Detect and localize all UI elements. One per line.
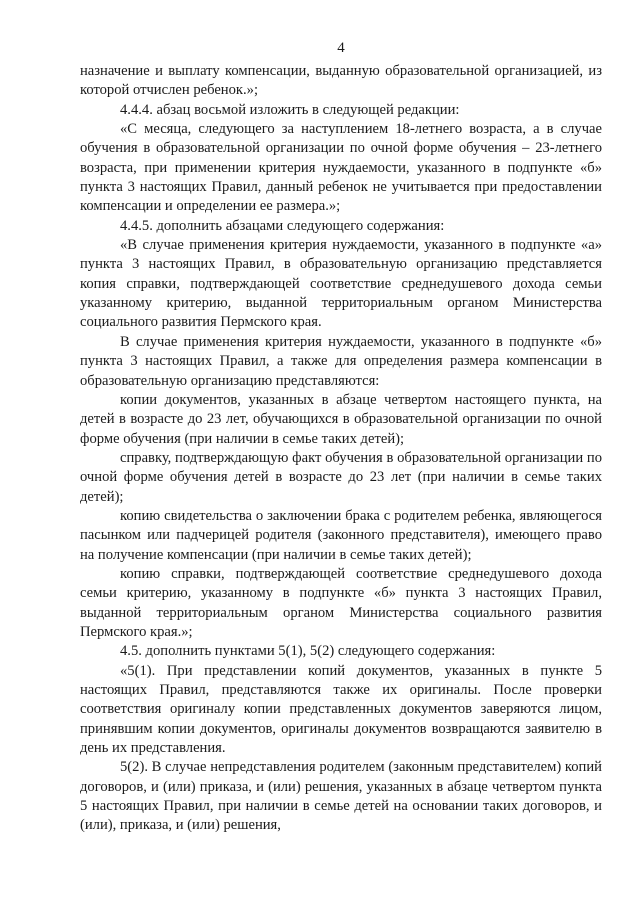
paragraph: назначение и выплату компенсации, выданную образовательной организацией, из которой отчислен ребенок.»; xyxy=(80,63,602,99)
paragraph: 4.4.5. дополнить абзацами следующего содержания: xyxy=(120,217,445,234)
page-number: 4 xyxy=(337,40,345,56)
paragraph: копии документов, указанных в абзаце четвертом настоящего пункта, на детей в возрасте до 23 лет, обучающихся в образовательной организации по очной форме обучения (при наличии в семье таких детей); xyxy=(80,391,602,447)
paragraph: 4.5. дополнить пунктами 5(1), 5(2) следующего содержания: xyxy=(120,643,496,660)
paragraph: копию свидетельства о заключении брака с родителем ребенка, являющегося пасынком или падчерицей родителя (законного представителя), имеющего право на получение компенсации (при наличии в семье таких детей); xyxy=(80,507,602,563)
document-body xyxy=(80,62,602,836)
paragraph: В случае применения критерия нуждаемости, указанного в подпункте «б» пункта 3 настоящих Правил, а также для определения размера компенсации в образовательную организацию представляются: xyxy=(80,333,602,389)
paragraph: «С месяца, следующего за наступлением 18-летнего возраста, а в случае обучения в образовательной организации по очной форме обучения – 23-летнего возраста, при применении критерия нуждаемости, указанного в подпункте «б» пункта 3 настоящих Правил, данный ребенок не учитывается при предоставлении компенсации и определении ее размера.»; xyxy=(80,121,602,215)
paragraph: «5(1). При представлении копий документов, указанных в пункте 5 настоящих Правил, представляются также их оригиналы. После проверки соответствия оригиналу копии представленных документов заверяются лицом, принявшим копии документов, оригиналы документов возвращаются заявителю в день их представления. xyxy=(80,662,602,757)
paragraph: «В случае применения критерия нуждаемости, указанного в подпункте «а» пункта 3 настоящих Правил, в образовательную организацию представляется копия справки, подтверждающей соответствие среднедушевого дохода семьи указанному критерию, выданной территориальным органом Министерства социального развития Пермского края. xyxy=(80,237,602,331)
paragraph: копию справки, подтверждающей соответствие среднедушевого дохода семьи критерию, указанному в подпункте «б» пункта 3 настоящих Правил, выданной территориальным органом Министерства социального развития Пермского края.»; xyxy=(80,565,602,640)
paragraph: 5(2). В случае непредставления родителем (законным представителем) копий договоров, и (или) приказа, и (или) решения, указанных в абзаце четвертом пункта 5 настоящих Правил, при наличии в семье детей на основании таких договоров, и (или), приказа, и (или) решения, xyxy=(80,759,602,834)
paragraph: справку, подтверждающую факт обучения в образовательной организации по очной форме обучения детей в возрасте до 23 лет (при наличии в семье таких детей); xyxy=(80,449,602,505)
paragraph: 4.4.4. абзац восьмой изложить в следующей редакции: xyxy=(120,101,460,118)
